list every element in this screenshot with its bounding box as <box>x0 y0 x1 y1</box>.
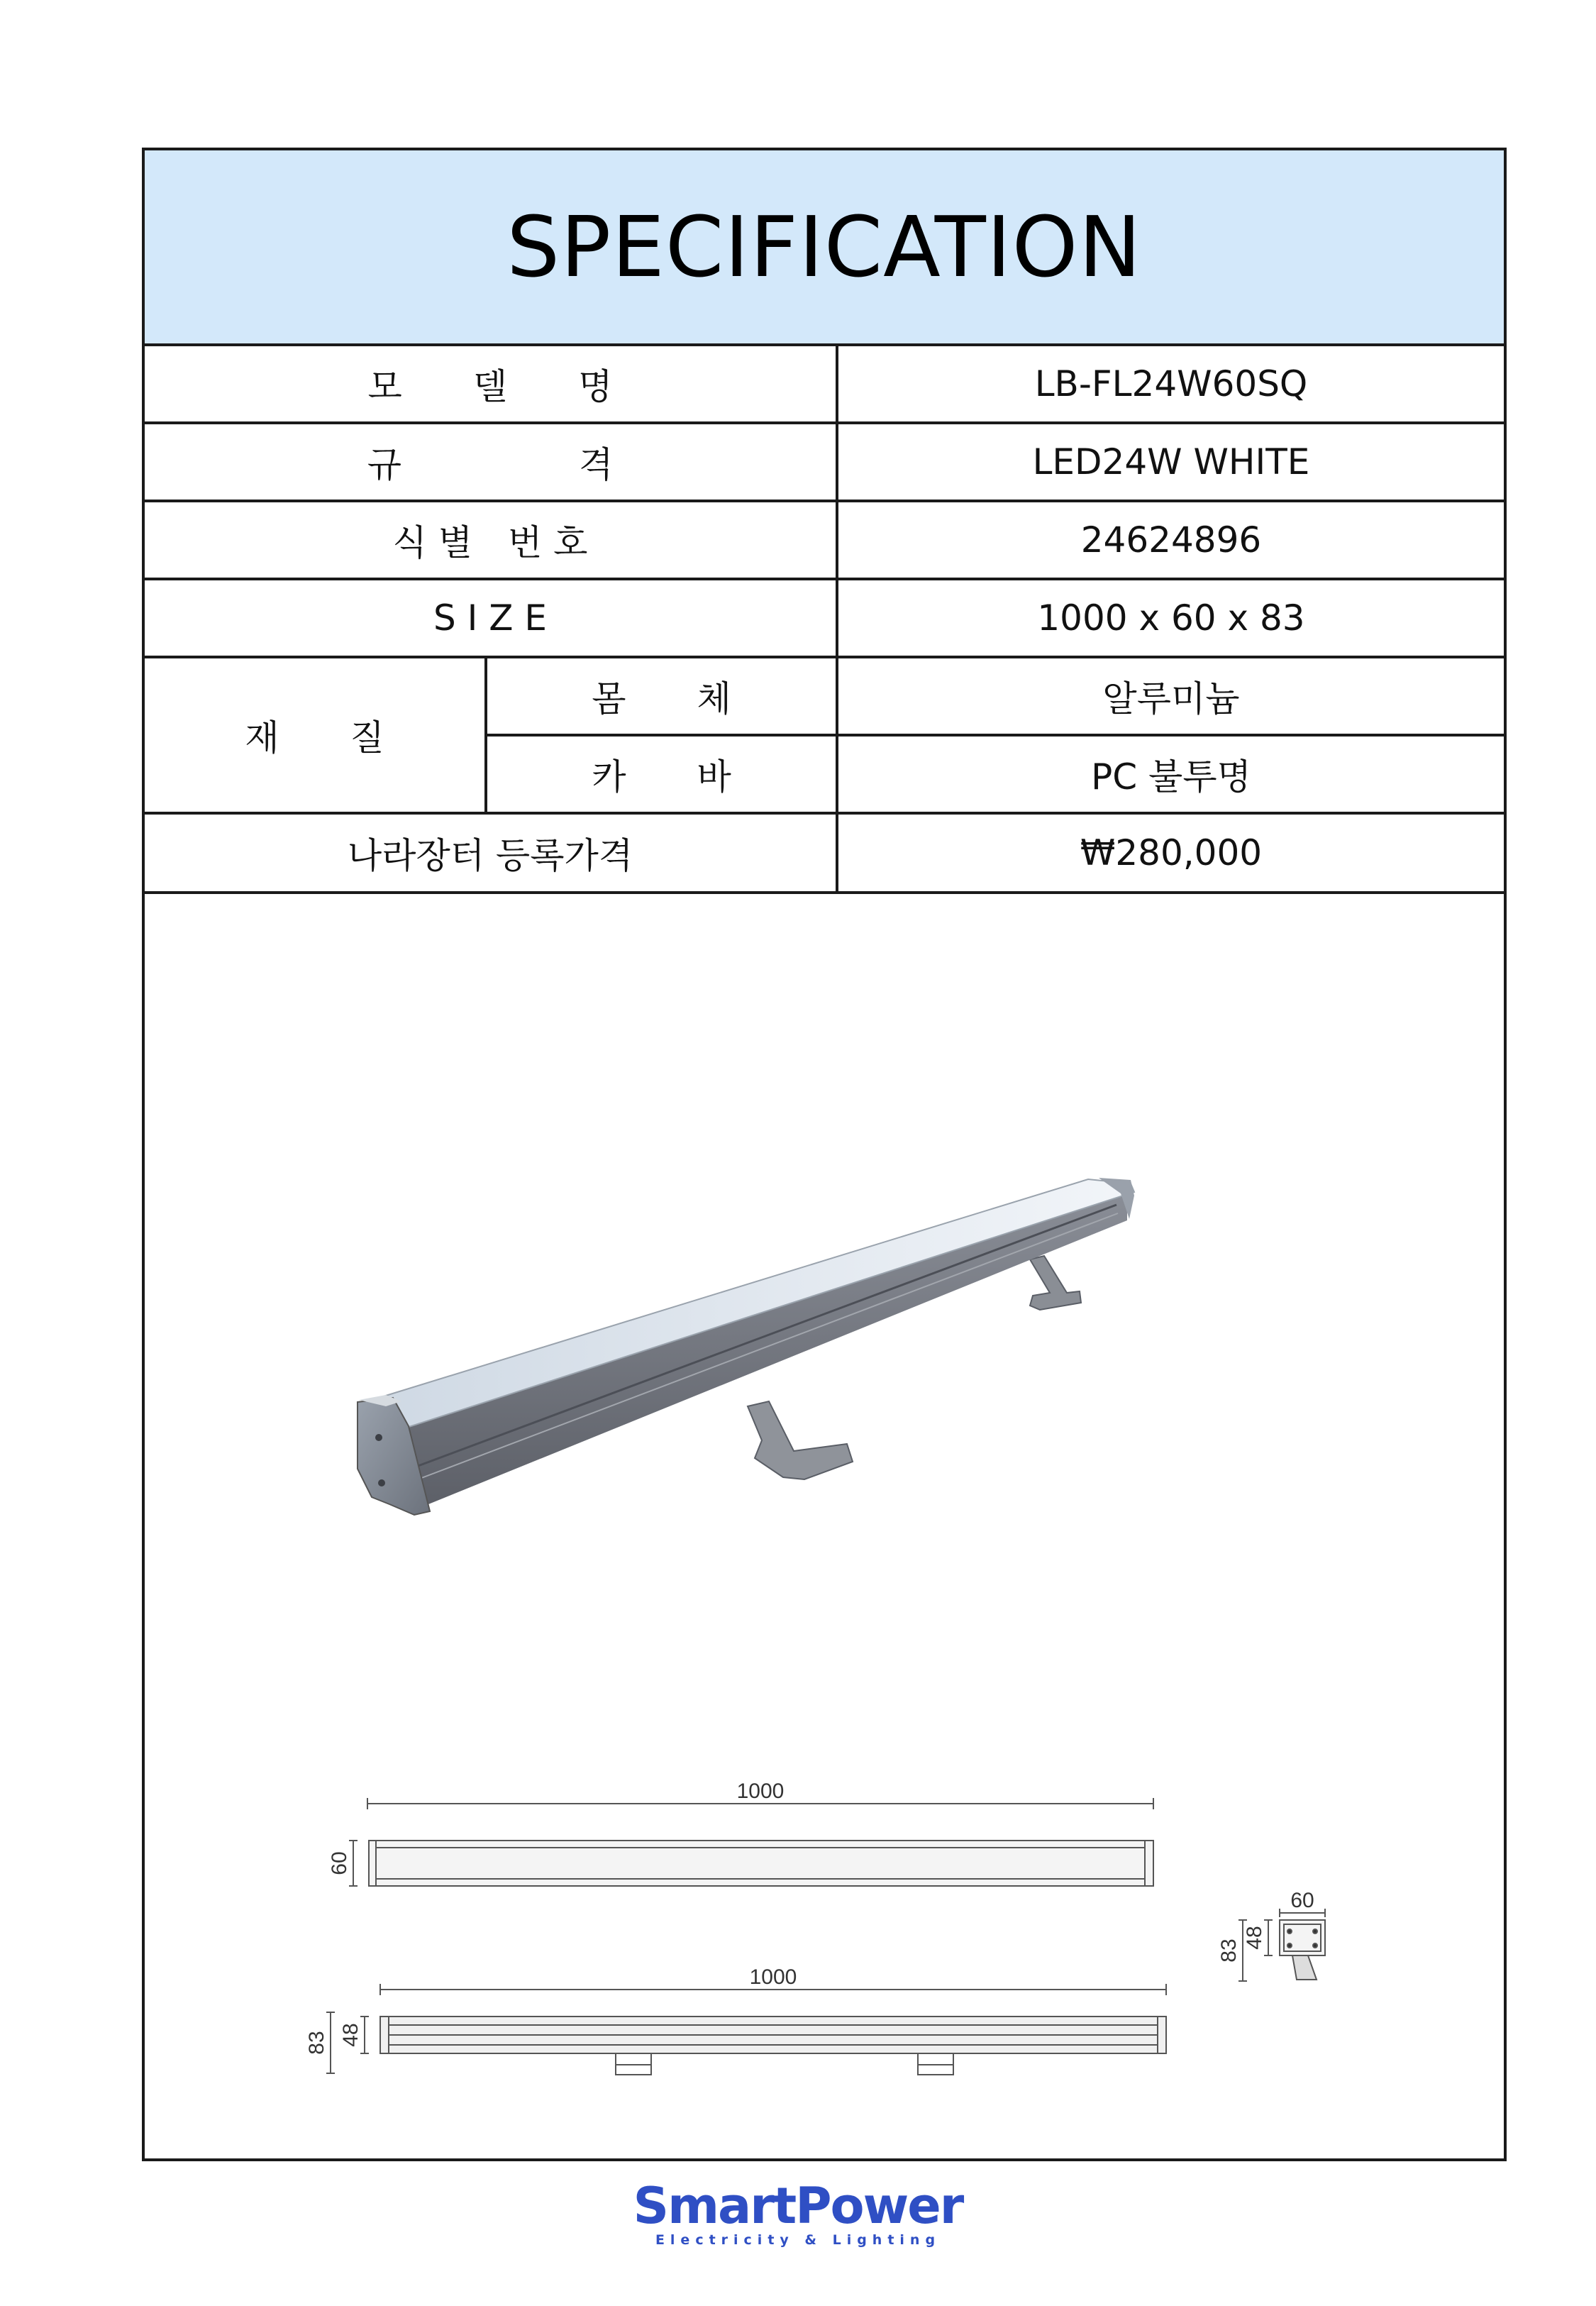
row-id <box>145 502 1504 580</box>
product-photo <box>145 1043 1504 2158</box>
product-image-area <box>145 1043 1504 2158</box>
value-size: 1000 x 60 x 83 <box>1037 597 1305 639</box>
row-material <box>145 658 1504 815</box>
label-material-body: 몸 체 <box>487 658 838 734</box>
drawing-top-view <box>349 1798 1153 1886</box>
brand-name: SmartPower <box>633 2177 963 2235</box>
dim-side-length: 1000 <box>749 1965 797 1989</box>
label-model: 모 델 명 <box>145 346 838 421</box>
row-size <box>145 580 1504 658</box>
label-material: 재 질 <box>145 658 487 812</box>
value-model: LB-FL24W60SQ <box>1034 363 1308 404</box>
label-size: S I Z E <box>145 580 838 656</box>
value-id: 24624896 <box>1080 519 1262 561</box>
value-price: ₩280,000 <box>1080 832 1263 873</box>
value-material-body: 알루미늄 <box>1102 678 1240 719</box>
brand-logo <box>0 2177 1596 2248</box>
label-id: 식 별 번 호 <box>145 502 838 578</box>
brand-tagline: Electricity & Lighting <box>655 2232 941 2248</box>
label-spec: 규 격 <box>145 424 838 500</box>
row-price <box>145 815 1504 894</box>
spec-title: SPECIFICATION <box>145 150 1504 346</box>
dim-end-width: 60 <box>1290 1889 1314 1912</box>
dim-top-width: 60 <box>328 1851 351 1875</box>
label-price: 나라장터 등록가격 <box>145 815 838 891</box>
value-spec: LED24W WHITE <box>1032 441 1310 482</box>
dim-side-inner: 48 <box>339 2023 362 2047</box>
label-material-cover: 카 바 <box>487 737 838 812</box>
row-material-body <box>487 658 1504 737</box>
row-material-cover <box>487 737 1504 812</box>
dim-end-inner: 48 <box>1243 1926 1266 1950</box>
dim-end-height: 83 <box>1217 1938 1241 1963</box>
dim-top-length: 1000 <box>736 1780 785 1803</box>
value-material-cover: PC 불투명 <box>1091 756 1251 798</box>
spec-sheet <box>142 148 1507 2161</box>
dim-side-height: 83 <box>305 2031 328 2055</box>
drawing-side-view <box>326 1984 1166 2075</box>
row-model <box>145 346 1504 424</box>
row-spec <box>145 424 1504 502</box>
